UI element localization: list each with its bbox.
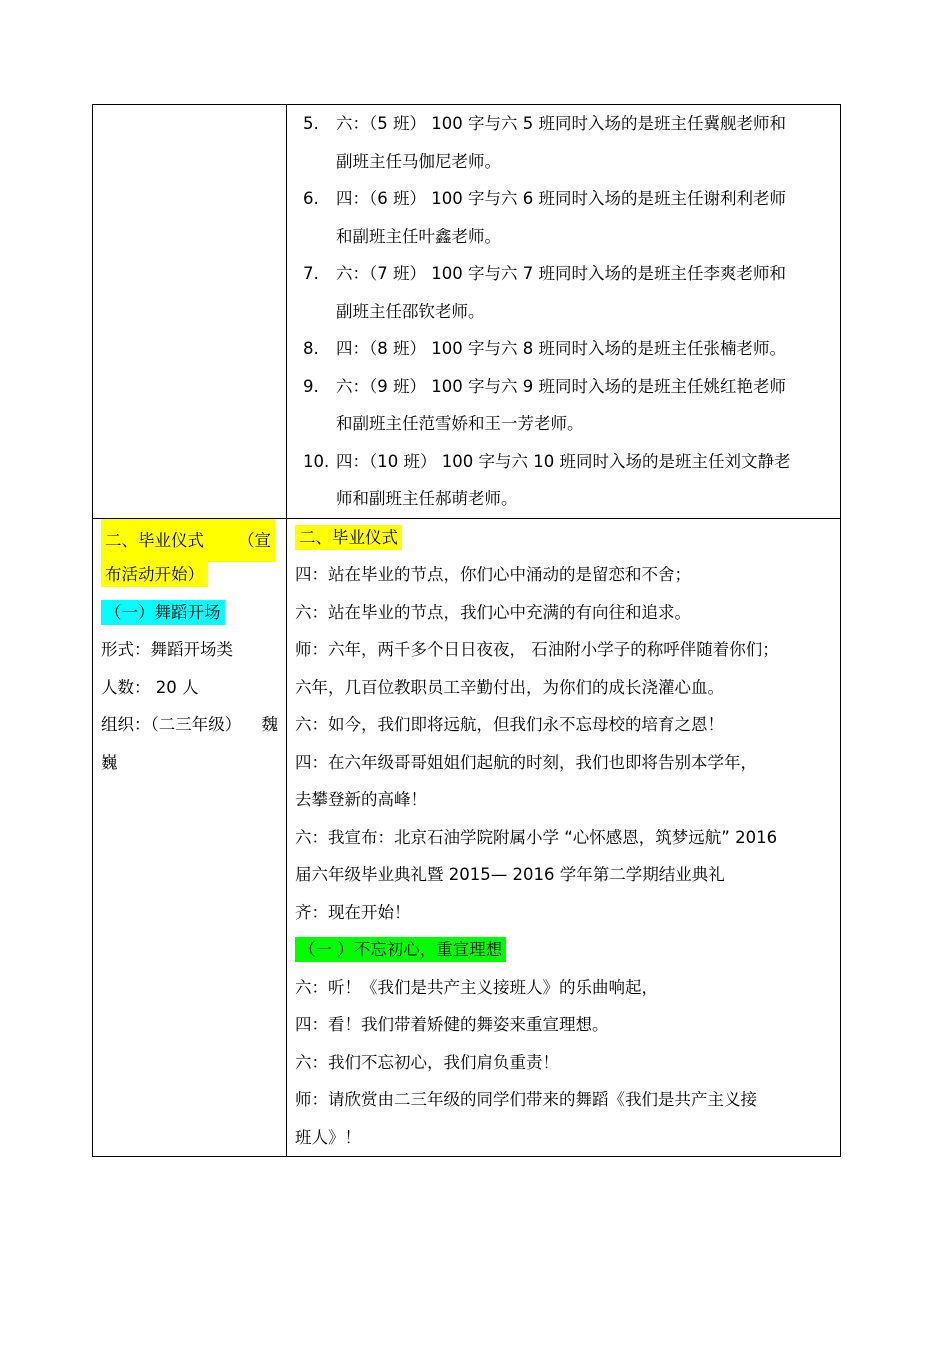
list-item-cont: 副班主任邵钦老师。 [336,301,485,321]
sub-heading-text: （一）舞蹈开场 [101,600,225,625]
script-heading [295,519,840,557]
list-item-number: 9. [303,376,319,396]
section-heading [101,519,278,557]
list-item-text: 四：（6 班） 100 字与六 6 班同时入场的是班主任谢利利老师 [336,189,786,208]
list-item-number: 5. [303,114,319,133]
script-lines [295,556,840,931]
script-line: 六：如今，我们即将远航，但我们永不忘母校的培育之恩！ [295,715,724,734]
org-text [101,706,278,744]
script-line: 四：看！我们带着矫健的舞姿来重宣理想。 [295,1015,609,1034]
script-line: 班人》！ [295,1127,361,1147]
script-line: 去攀登新的高峰！ [295,790,427,809]
list-item-cont: 和副班主任叶鑫老师。 [336,226,501,246]
script-line: 六：听！《我们是共产主义接班人》的乐曲响起， [295,977,658,997]
script-line: 六：我们不忘初心，我们肩负重责！ [295,1052,559,1072]
left-cell-empty [93,105,287,519]
script-cell [287,518,841,1157]
script-line: 四：站在毕业的节点，你们心中涌动的是留恋和不舍； [295,565,691,584]
script-line: 齐：现在开始！ [295,902,411,922]
script-line: 师：请欣赏由二三年级的同学们带来的舞蹈《我们是共产主义接 [295,1090,757,1109]
table-row [93,105,841,519]
table-row [93,518,841,1157]
script-sub-heading-text: （一 ）不忘初心，重宣理想 [295,937,506,962]
list-item [295,180,840,218]
section-meta-cell [93,518,287,1157]
script-line: 届六年级毕业典礼暨 2015— 2016 学年第二学期结业典礼 [295,865,725,884]
script-line: 六：站在毕业的节点，我们心中充满的有向往和追求。 [295,602,691,622]
section-title-paren: （宣 [238,530,271,550]
list-item-number: 7. [303,264,319,283]
list-item-text: 四：（10 班） 100 字与六 10 班同时入场的是班主任刘文静老 [336,451,791,471]
section-title-cont: 布活动开始） [101,562,208,587]
list-item [295,368,840,406]
list-item [295,105,840,143]
org-name-a: 魏 [261,715,278,734]
list-item [295,255,840,293]
script-line: 四：在六年级哥哥姐姐们起航的时刻，我们也即将告别本学年， [295,752,757,772]
list-item-cont: 副班主任马伽尼老师。 [336,151,501,171]
list-item-text: 四：（8 班） 100 字与六 8 班同时入场的是班主任张楠老师。 [336,339,786,358]
script-line: 师：六年，两千多个日日夜夜， 石油附小学子的称呼伴随着你们； [295,640,779,659]
list-item [295,330,840,368]
list-item-text: 六：（9 班） 100 字与六 9 班同时入场的是班主任姚红艳老师 [336,376,786,396]
list-item-cont: 和副班主任范雪娇和王一芳老师。 [336,414,584,433]
list-item [295,443,840,481]
list-item-number: 8. [303,339,319,358]
list-item-number: 10. [303,451,330,471]
entrance-list [295,105,840,518]
org-label: 组织：（二三年级） [101,715,242,734]
list-item-text: 六：（5 班） 100 字与六 5 班同时入场的是班主任冀舰老师和 [336,114,786,133]
list-item-cont: 师和副班主任郝萌老师。 [336,489,518,508]
script-line: 六：我宣布：北京石油学院附属小学 “心怀感恩，筑梦远航” 2016 [295,827,778,847]
section-title: 二、毕业仪式 [105,530,204,550]
script-lines-2 [295,969,840,1157]
form-text: 形式：舞蹈开场类 [101,640,233,659]
sub-heading [101,594,278,632]
script-line: 六年，几百位教职员工辛勤付出，为你们的成长浇灌心血。 [295,677,724,697]
entrance-list-cell [287,105,841,519]
org-text-cont: 巍 [101,752,118,772]
list-item-number: 6. [303,189,319,208]
count-text: 人数： 20 人 [101,677,199,697]
list-item-text: 六：（7 班） 100 字与六 7 班同时入场的是班主任李爽老师和 [336,264,786,283]
script-sub-heading [295,931,840,969]
script-heading-text: 二、毕业仪式 [295,525,402,550]
program-table [92,104,841,1157]
